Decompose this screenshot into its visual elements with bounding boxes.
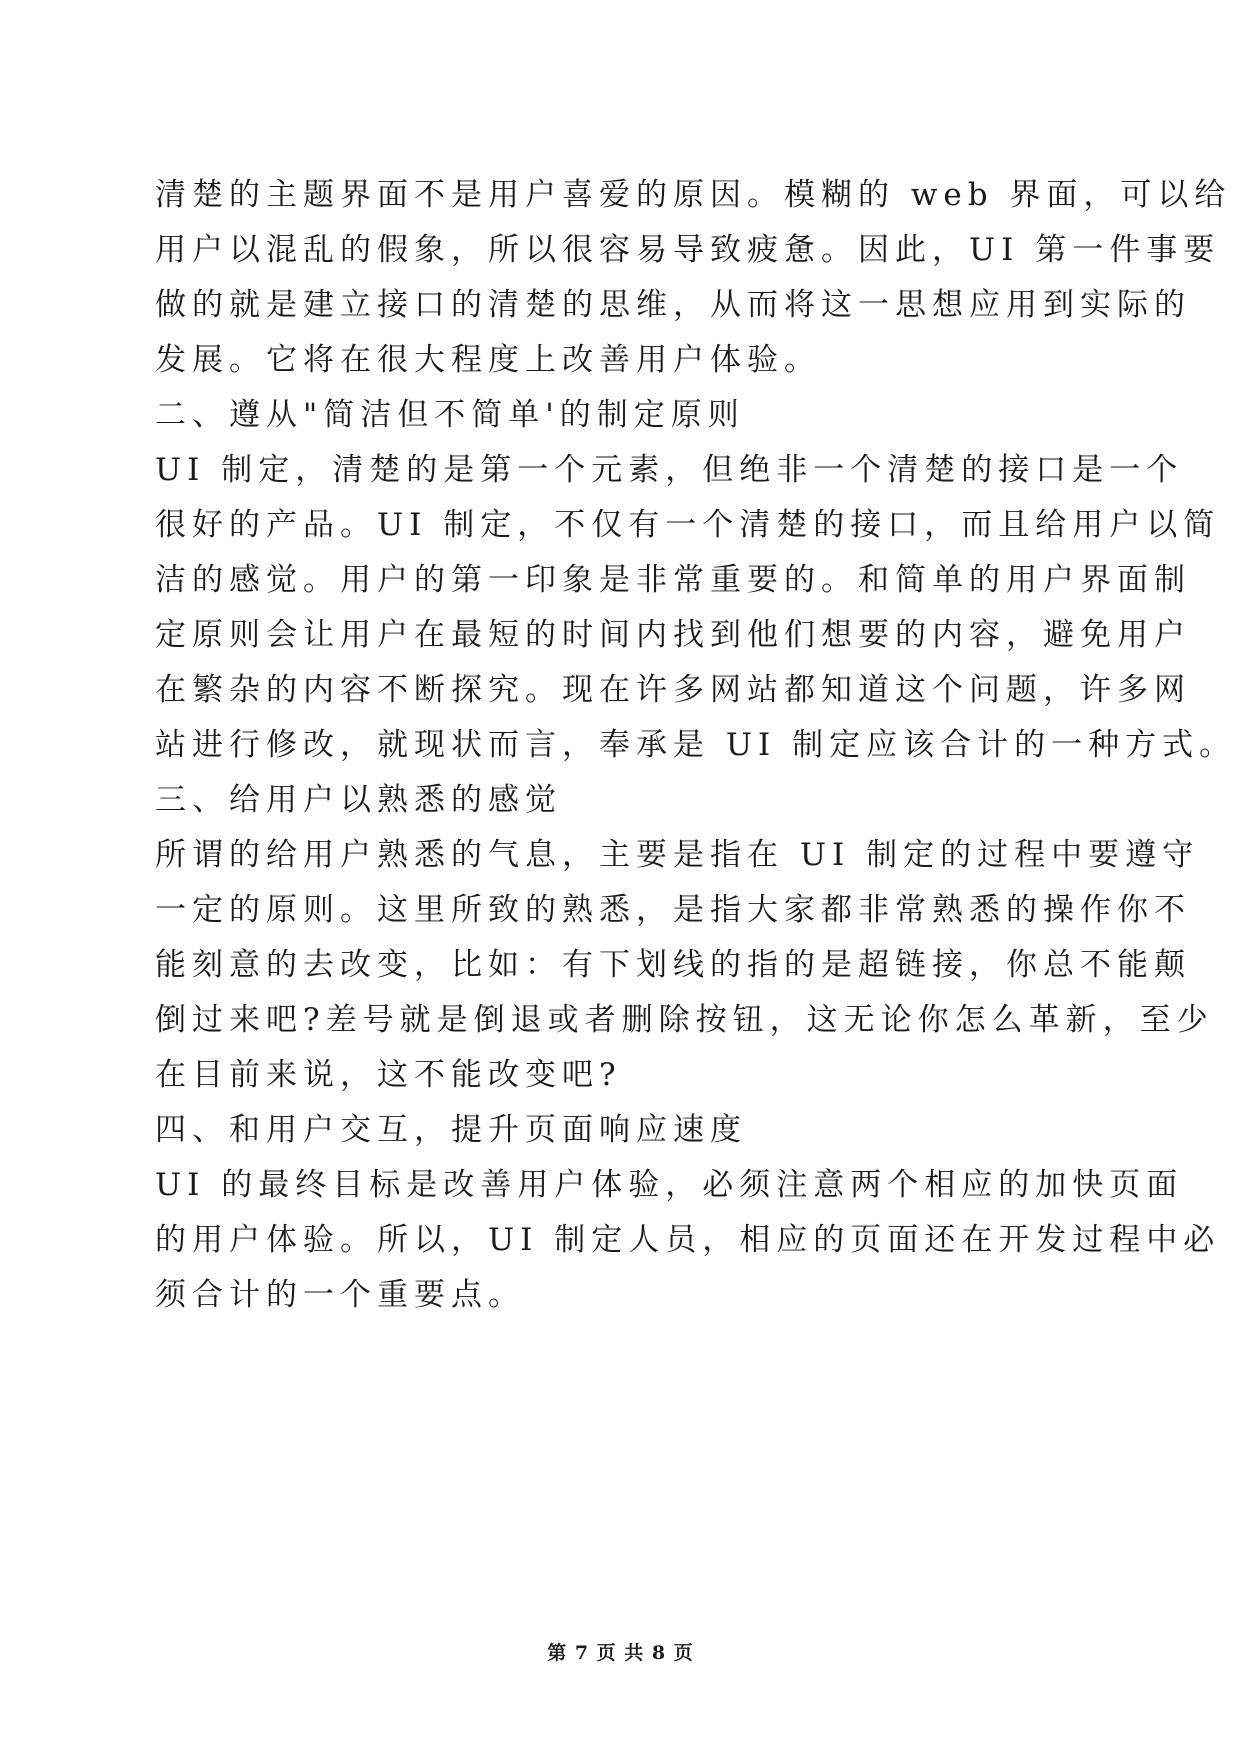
paragraph-line: 做的就是建立接口的清楚的思维，从而将这一思想应用到实际的: [155, 287, 1191, 323]
paragraph-line: 站进行修改，就现状而言，奉承是 UI 制定应该合计的一种方式。: [155, 727, 1237, 763]
page-number-footer: 第 7 页 共 8 页: [547, 1642, 694, 1664]
paragraph-line: 的用户体验。所以，UI 制定人员，相应的页面还在开发过程中必: [155, 1222, 1221, 1258]
paragraph-line: 倒过来吧?差号就是倒退或者删除按钮，这无论你怎么革新，至少: [155, 1002, 1214, 1038]
paragraph-line: 所谓的给用户熟悉的气息，主要是指在 UI 制定的过程中要遵守: [155, 837, 1200, 873]
section-heading: 二、遵从"简洁但不简单'的制定原则: [155, 397, 745, 433]
paragraph-line: 在目前来说，这不能改变吧?: [155, 1057, 622, 1093]
paragraph-line: 须合计的一个重要点。: [155, 1277, 525, 1313]
paragraph-line: 能刻意的去改变，比如：有下划线的指的是超链接，你总不能颠: [155, 947, 1191, 983]
paragraph-line: 洁的感觉。用户的第一印象是非常重要的。和简单的用户界面制: [155, 562, 1191, 598]
paragraph-line: 很好的产品。UI 制定，不仅有一个清楚的接口，而且给用户以简: [155, 507, 1221, 543]
paragraph-line: 定原则会让用户在最短的时间内找到他们想要的内容，避免用户: [155, 617, 1191, 653]
section-heading: 三、给用户以熟悉的感觉: [155, 782, 562, 818]
paragraph-line: 一定的原则。这里所致的熟悉，是指大家都非常熟悉的操作你不: [155, 892, 1191, 928]
section-heading: 四、和用户交互，提升页面响应速度: [155, 1112, 747, 1148]
paragraph-line: 发展。它将在很大程度上改善用户体验。: [155, 342, 821, 378]
paragraph-line: 用户以混乱的假象，所以很容易导致疲惫。因此，UI 第一件事要: [155, 232, 1221, 268]
paragraph-line: 在繁杂的内容不断探究。现在许多网站都知道这个问题，许多网: [155, 672, 1191, 708]
paragraph-line: UI 的最终目标是改善用户体验，必须注意两个相应的加快页面: [155, 1167, 1184, 1203]
paragraph-line: 清楚的主题界面不是用户喜爱的原因。模糊的 web 界面，可以给: [155, 177, 1232, 213]
paragraph-line: UI 制定，清楚的是第一个元素，但绝非一个清楚的接口是一个: [155, 452, 1184, 488]
